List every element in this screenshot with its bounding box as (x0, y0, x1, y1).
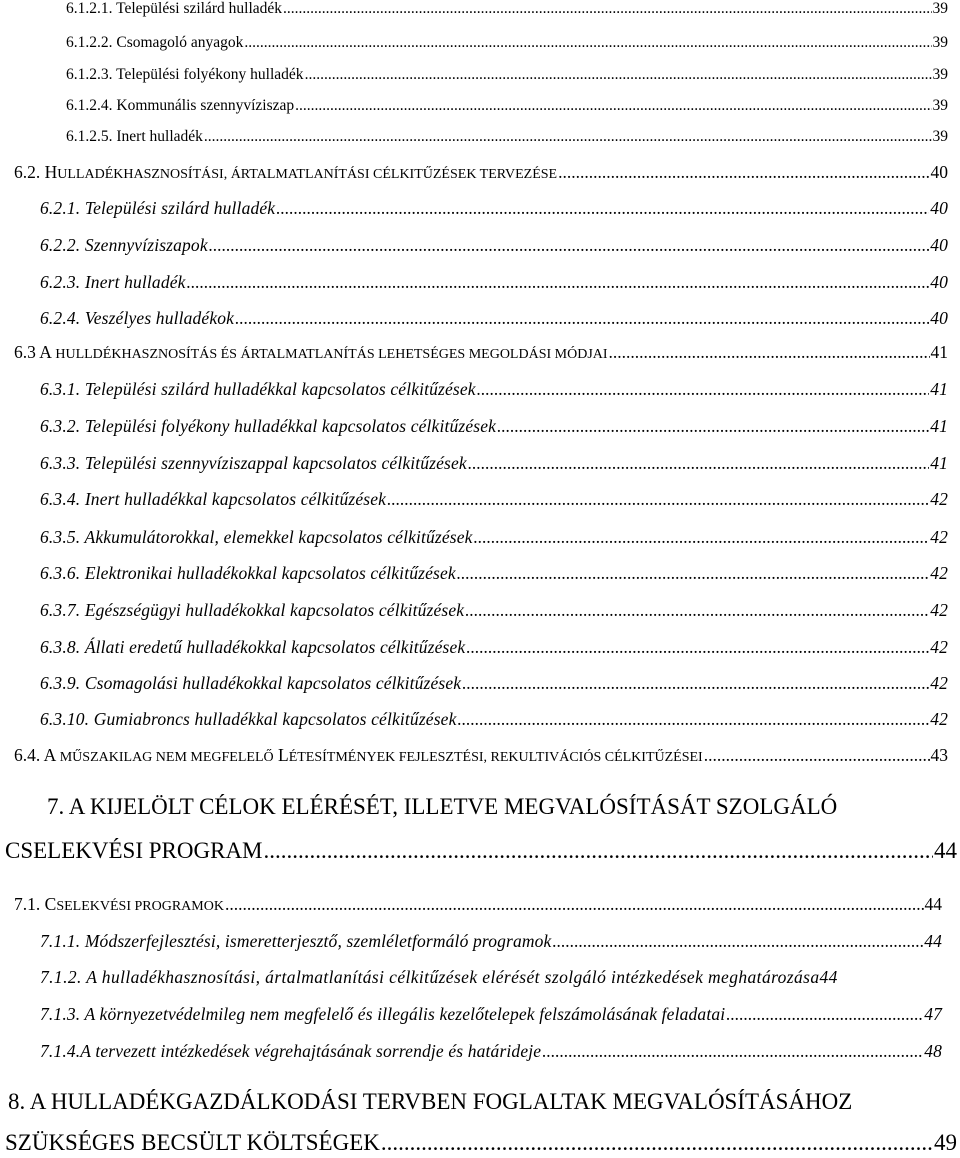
toc-title-initial: L (278, 745, 289, 765)
toc-title: A tervezett intézkedések végrehajtásának sorrendje és határideje (80, 1041, 542, 1061)
dot-leader (235, 308, 929, 329)
toc-page: 41 (930, 416, 948, 436)
toc-entry-7-1-3[interactable] (40, 1004, 942, 1025)
dot-leader (497, 416, 929, 437)
toc-entry-6-3-8[interactable] (40, 637, 948, 658)
dot-leader (558, 162, 929, 183)
toc-page: 41 (930, 342, 948, 362)
toc-title-initial: A (39, 342, 51, 362)
toc-title: Települési szilárd hulladékkal kapcsolatos célkitűzések (84, 379, 476, 399)
toc-entry-6-2-4[interactable] (40, 308, 948, 329)
dot-leader (381, 1130, 933, 1156)
dot-leader (462, 673, 929, 694)
toc-number: 7.1. (14, 894, 41, 914)
toc-number: 6.1.2.1. (66, 0, 113, 17)
toc-page: 44 (934, 838, 957, 863)
dot-leader (458, 709, 930, 730)
dot-leader (704, 745, 930, 766)
toc-title-initial: C (44, 894, 57, 914)
toc-entry-7-1-4[interactable] (40, 1041, 942, 1062)
toc-number: 6.4. (14, 745, 41, 765)
toc-entry-6-4[interactable] (14, 745, 948, 766)
dot-leader (264, 838, 933, 864)
toc-title-initial: A (43, 745, 56, 765)
toc-page: 44 (819, 967, 838, 987)
toc-title: A hulladékhasznosítási, ártalmatlanítási célkitűzések elérését szolgáló intézkedések meghatározása (86, 967, 820, 987)
toc-entry-6-2-1[interactable] (40, 198, 948, 219)
toc-number: 7.1.3. (40, 1004, 81, 1024)
dot-leader (468, 453, 929, 474)
toc-page: 42 (930, 709, 948, 729)
toc-title: HULLDÉKHASZNOSÍTÁS ÉS ÁRTALMATLANÍTÁS LEHETSÉGES MEGOLDÁSI MÓDJAI (55, 347, 608, 362)
toc-page: 42 (930, 673, 948, 693)
toc-title: Települési szilárd hulladék (84, 198, 276, 218)
toc-number: 6.1.2.2. (66, 34, 113, 51)
toc-page: 39 (932, 34, 948, 51)
dot-leader (283, 0, 931, 18)
toc-title: ULLADÉKHASZNOSÍTÁSI, ÁRTALMATLANÍTÁSI CÉLKITŰZÉSEK TERVEZÉSE (57, 167, 558, 182)
toc-chapter-8-line1[interactable]: 8. A HULLADÉKGAZDÁLKODÁSI TERVBEN FOGLALTAK MEGVALÓSÍTÁSÁHOZ (8, 1089, 853, 1114)
toc-number: 6.3.9. (40, 673, 81, 693)
toc-number: 7.1.1. (40, 931, 81, 951)
toc-number: 6.2.1. (40, 198, 81, 218)
toc-title: Csomagolási hulladékokkal kapcsolatos célkitűzések (84, 673, 462, 693)
dot-leader (542, 1041, 923, 1062)
toc-title: MŰSZAKILAG NEM MEGFELELŐ (59, 750, 274, 765)
dot-leader (305, 66, 932, 84)
toc-title: Elektronikai hulladékokkal kapcsolatos célkitűzések (84, 563, 456, 583)
toc-page: 43 (930, 745, 948, 765)
toc-title: ÉTESÍTMÉNYEK FEJLESZTÉSI, REKULTIVÁCIÓS CÉLKITŰZÉSEI (288, 750, 703, 765)
toc-chapter-7-line1[interactable]: 7. A KIJELÖLT CÉLOK ELÉRÉSÉT, ILLETVE MEGVALÓSÍTÁSÁT SZOLGÁLÓ (47, 794, 838, 819)
toc-title: CSELEKVÉSI PROGRAM (5, 838, 263, 863)
toc-title: Akkumulátorokkal, elemekkel kapcsolatos célkitűzések (84, 527, 473, 547)
toc-page: 41 (930, 379, 948, 399)
toc-entry-6-3-5[interactable] (40, 527, 948, 548)
dot-leader (204, 128, 932, 146)
toc-page: 44 (924, 931, 942, 951)
toc-entry-6-2[interactable] (14, 162, 948, 183)
toc-entry-6-2-3[interactable] (40, 272, 948, 293)
toc-title: A környezetvédelmileg nem megfelelő és illegális kezelőtelepek felszámolásának feladatai (84, 1004, 726, 1024)
toc-page: 49 (934, 1130, 957, 1155)
toc-title: Csomagoló anyagok (116, 34, 244, 51)
toc-title: Veszélyes hulladékok (84, 308, 235, 328)
toc-entry-6-3-1[interactable] (40, 379, 948, 400)
toc-entry-7[interactable] (5, 838, 957, 864)
toc-title: Települési folyékony hulladékkal kapcsolatos célkitűzések (84, 416, 497, 436)
toc-title: Kommunális szennyvíziszap (116, 97, 295, 114)
toc-number: 6.1.2.4. (66, 97, 113, 114)
toc-entry-8[interactable] (5, 1130, 957, 1156)
dot-leader (474, 527, 930, 548)
toc-entry-6-3-2[interactable] (40, 416, 948, 437)
toc-number: 6.3 (14, 342, 36, 362)
toc-entry-6-3[interactable] (14, 342, 948, 363)
toc-page: 40 (930, 272, 948, 292)
toc-title: Állati eredetű hulladékokkal kapcsolatos célkitűzések (84, 637, 466, 657)
toc-entry-6-3-9[interactable] (40, 673, 948, 694)
dot-leader (187, 272, 930, 293)
toc-title: Inert hulladék (84, 272, 186, 292)
toc-page: 39 (932, 66, 948, 83)
toc-number: 6.3.7. (40, 600, 81, 620)
toc-number: 6.3.6. (40, 563, 81, 583)
toc-title-initial: H (44, 162, 58, 182)
toc-title: Inert hulladékkal kapcsolatos célkitűzések (84, 489, 387, 509)
toc-entry-6-3-6[interactable] (40, 563, 948, 584)
toc-title: Szennyvíziszapok (84, 235, 208, 255)
toc-page: 39 (932, 128, 948, 145)
toc-title: Települési szilárd hulladék (116, 0, 283, 17)
toc-page: 42 (930, 563, 948, 583)
toc-number: 6.2.2. (40, 235, 81, 255)
toc-number: 6.3.10. (40, 709, 90, 729)
dot-leader (477, 379, 929, 400)
toc-number: 6.3.4. (40, 489, 81, 509)
toc-page: 44 (924, 894, 942, 914)
toc-page: 47 (924, 1004, 942, 1024)
toc-number: 7.1.4. (40, 1041, 81, 1061)
toc-title: Települési folyékony hulladék (116, 66, 304, 83)
dot-leader (295, 97, 931, 115)
toc-title: SELEKVÉSI PROGRAMOK (56, 899, 224, 914)
toc-page: 40 (930, 235, 948, 255)
dot-leader (726, 1004, 923, 1025)
toc-title: Egészségügyi hulladékokkal kapcsolatos célkitűzések (84, 600, 465, 620)
toc-entry-6-2-2[interactable] (40, 235, 948, 256)
dot-leader (466, 637, 929, 658)
toc-entry-6-3-7[interactable] (40, 600, 948, 621)
toc-page: 42 (930, 600, 948, 620)
toc-page: 40 (930, 198, 948, 218)
toc-number: 6.1.2.3. (66, 66, 113, 83)
toc-entry-7-1-1[interactable] (40, 931, 942, 952)
toc-number: 6.3.1. (40, 379, 81, 399)
toc-page: 39 (932, 0, 948, 17)
toc-number: 6.3.3. (40, 453, 81, 473)
dot-leader (209, 235, 929, 256)
toc-number: 6.2.4. (40, 308, 81, 328)
toc-number: 6.2. (14, 162, 41, 182)
toc-page: 40 (930, 308, 948, 328)
dot-leader (552, 931, 923, 952)
dot-leader (465, 600, 929, 621)
dot-leader (457, 563, 929, 584)
dot-leader (387, 489, 929, 510)
toc-number: 6.3.5. (40, 527, 81, 547)
toc-entry-6-3-3[interactable] (40, 453, 948, 474)
toc-title: Inert hulladék (116, 128, 203, 145)
toc-title: SZÜKSÉGES BECSÜLT KÖLTSÉGEK (5, 1130, 380, 1155)
toc-entry-7-1-2[interactable] (40, 967, 950, 988)
toc-entry-6-1-2-3[interactable] (66, 66, 948, 84)
toc-entry-6-1-2-2[interactable] (66, 34, 948, 52)
toc-title: Módszerfejlesztési, ismeretterjesztő, szemléletformáló programok (84, 931, 552, 951)
toc-page: 39 (932, 97, 948, 114)
toc-page: 42 (930, 637, 948, 657)
toc-entry-6-1-2-4[interactable] (66, 97, 948, 115)
toc-number: 7.1.2. (40, 967, 82, 987)
toc-entry-6-3-4[interactable] (40, 489, 948, 510)
toc-page: 48 (924, 1041, 942, 1061)
toc-page: 41 (930, 453, 948, 473)
dot-leader (225, 894, 924, 915)
dot-leader (276, 198, 929, 219)
toc-entry-6-3-10[interactable] (40, 709, 948, 730)
toc-title: Gumiabroncs hulladékkal kapcsolatos célkitűzések (93, 709, 457, 729)
toc-page: 42 (930, 489, 948, 509)
toc-page: 40 (930, 162, 948, 182)
dot-leader (609, 342, 930, 363)
toc-entry-6-1-2-5[interactable] (66, 128, 948, 146)
toc-number: 6.1.2.5. (66, 128, 113, 145)
toc-number: 6.3.2. (40, 416, 81, 436)
toc-title: Települési szennyvíziszappal kapcsolatos célkitűzések (84, 453, 467, 473)
toc-page: 42 (930, 527, 948, 547)
toc-number: 6.2.3. (40, 272, 81, 292)
toc-number: 6.3.8. (40, 637, 81, 657)
dot-leader (244, 34, 931, 52)
toc-entry-6-1-2-1[interactable] (66, 0, 948, 18)
toc-entry-7-1[interactable] (14, 894, 942, 915)
